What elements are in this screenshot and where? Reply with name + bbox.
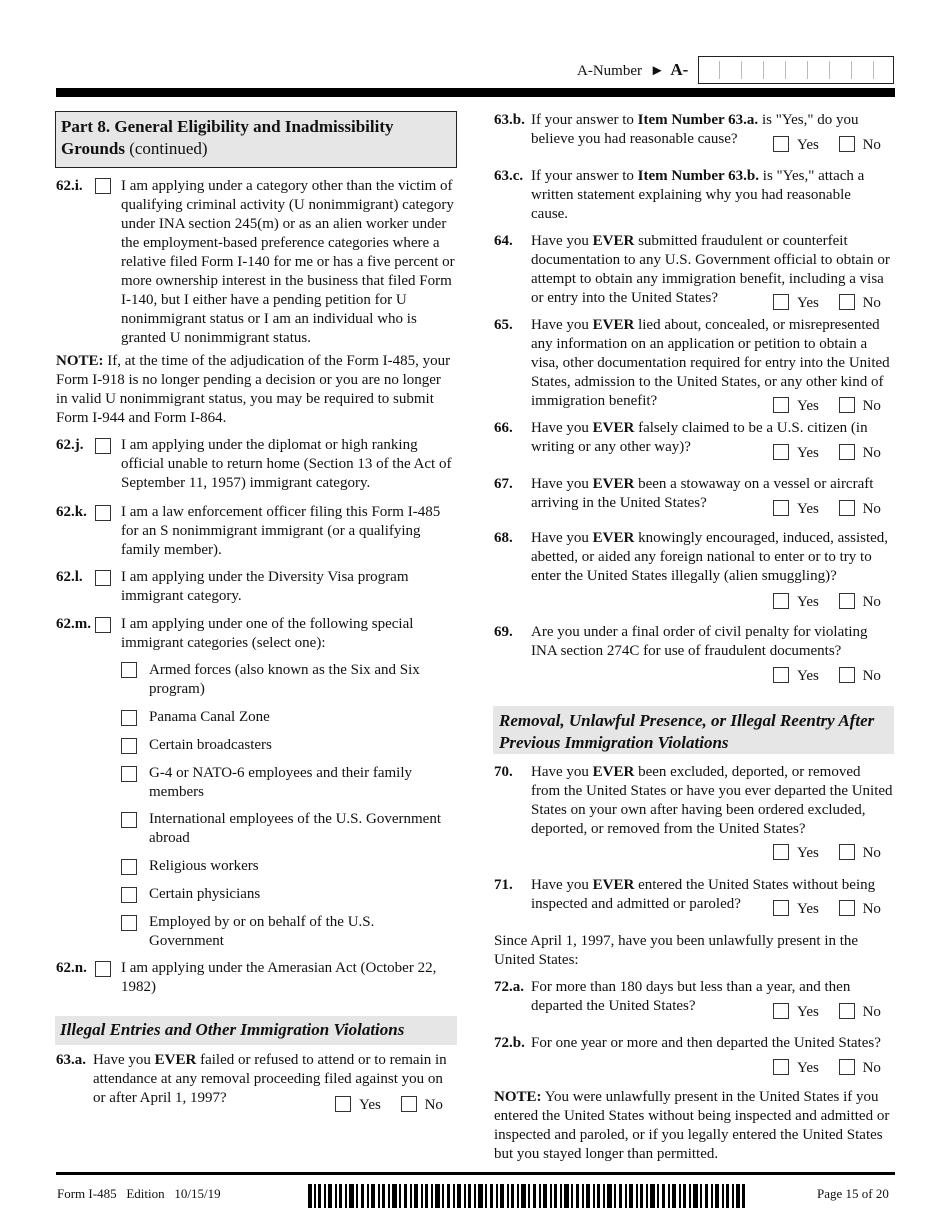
q72b-number: 72.b. — [494, 1035, 525, 1051]
q66-no-checkbox[interactable] — [839, 444, 855, 460]
q62m-checkbox[interactable] — [95, 617, 111, 633]
q69-yes-no: Yes No — [773, 667, 881, 686]
part-heading: Part 8. General Eligibility and Inadmissibility Grounds (continued) — [55, 111, 457, 168]
q62n-text: I am applying under the Amerasian Act (October 22, 1982) — [121, 960, 437, 995]
q69-number: 69. — [494, 624, 513, 640]
anumber-input[interactable] — [698, 56, 894, 84]
q72b-yes-checkbox[interactable] — [773, 1059, 789, 1075]
q62j-text: I am applying under the diplomat or high ranking official unable to return home (Section 13 of the Act of September 11, 1957) immigrant category. — [121, 437, 452, 491]
option-religious: Religious workers — [149, 858, 259, 874]
q63c-text: If your answer to Item Number 63.b. is "Yes," attach a written statement explaining why you had reasonable cause. — [531, 168, 865, 222]
q62j-checkbox[interactable] — [95, 438, 111, 454]
note-u-status: NOTE: If, at the time of the adjudication of the Form I-485, your Form I-918 is no longer pending a decision or you are no longer in valid U nonimmigrant status, you may be required to submit Form I-944 and Form I-864. — [56, 353, 451, 426]
option-panama-checkbox[interactable] — [121, 710, 137, 726]
q62k-number: 62.k. — [56, 504, 87, 520]
q63b-number: 63.b. — [494, 112, 525, 128]
q67-yes-no: Yes No — [773, 500, 881, 519]
option-broadcasters: Certain broadcasters — [149, 737, 272, 753]
q70-text: Have you EVER been excluded, deported, or removed from the United States or have you ever departed the United States on your own after having been ordered excluded, deported, or removed from the United States? — [531, 764, 893, 837]
q68-yes-checkbox[interactable] — [773, 593, 789, 609]
q66-text: Have you EVER falsely claimed to be a U.S. citizen (in writing or any other way)? — [531, 420, 868, 455]
section-removal: Removal, Unlawful Presence, or Illegal Reentry After Previous Immigration Violations — [493, 706, 894, 754]
q71-text: Have you EVER entered the United States without being inspected and admitted or paroled? — [531, 877, 876, 912]
q62n-checkbox[interactable] — [95, 961, 111, 977]
q72b-yes-no: Yes No — [773, 1059, 881, 1078]
q64-yes-no: Yes No — [773, 294, 881, 313]
q63a-no-checkbox[interactable] — [401, 1096, 417, 1112]
q62n-number: 62.n. — [56, 960, 87, 976]
q65-yes-no: Yes No — [773, 397, 881, 416]
option-usgov: Employed by or on behalf of the U.S. Government — [149, 914, 375, 949]
q70-number: 70. — [494, 764, 513, 780]
q68-number: 68. — [494, 530, 513, 546]
q69-no-checkbox[interactable] — [839, 667, 855, 683]
q62k-checkbox[interactable] — [95, 505, 111, 521]
option-intl-employees: International employees of the U.S. Government abroad — [149, 811, 442, 846]
q63b-yes-checkbox[interactable] — [773, 136, 789, 152]
q62k-text: I am a law enforcement officer filing this Form I-485 for an S nonimmigrant immigrant (or a qualifying family member). — [121, 504, 441, 558]
q63b-no-checkbox[interactable] — [839, 136, 855, 152]
q69-yes-checkbox[interactable] — [773, 667, 789, 683]
q72a-text: For more than 180 days but less than a year, and then departed the United States? — [531, 979, 851, 1014]
footer-form-edition: Form I-485 Edition 10/15/19 — [57, 1186, 221, 1201]
q72a-number: 72.a. — [494, 979, 524, 995]
q64-text: Have you EVER submitted fraudulent or counterfeit documentation to any U.S. Government official to obtain or attempt to obtain any immigration benefit, including a visa or entry into the United States? — [531, 233, 890, 306]
q64-yes-checkbox[interactable] — [773, 294, 789, 310]
q62i-text: I am applying under a category other than the victim of qualifying criminal activity (U nonimmigrant) category under INA section 245(m) or as an alien worker under the employment-based preference categories where a relative filed Form I-140 for me or has a five percent or more ownership interest in the business that filed Form I-140, but I either have a pending petition for U nonimmigrant status or I am an individual who is granted U nonimmigrant status. — [121, 178, 455, 346]
q65-no-checkbox[interactable] — [839, 397, 855, 413]
arrow-right-icon: ► — [649, 63, 665, 79]
option-usgov-checkbox[interactable] — [121, 915, 137, 931]
q62m-number: 62.m. — [56, 616, 91, 632]
anumber-label: A-Number ► A- — [577, 60, 689, 79]
q72a-yes-no: Yes No — [773, 1003, 881, 1022]
q64-number: 64. — [494, 233, 513, 249]
unlawful-presence-intro: Since April 1, 1997, have you been unlawfully present in the United States: — [494, 933, 859, 968]
q66-yes-no: Yes No — [773, 444, 881, 463]
option-panama: Panama Canal Zone — [149, 709, 270, 725]
q62m-text: I am applying under one of the following special immigrant categories (select one): — [121, 616, 414, 651]
q71-no-checkbox[interactable] — [839, 900, 855, 916]
q71-yes-checkbox[interactable] — [773, 900, 789, 916]
footer-page-number: Page 15 of 20 — [817, 1186, 889, 1201]
q68-yes-no: Yes No — [773, 593, 881, 612]
q67-number: 67. — [494, 476, 513, 492]
option-g4-nato: G-4 or NATO-6 employees and their family members — [149, 765, 412, 800]
q62l-checkbox[interactable] — [95, 570, 111, 586]
q62l-text: I am applying under the Diversity Visa program immigrant category. — [121, 569, 409, 604]
q63a-text: Have you EVER failed or refused to attend or to remain in attendance at any removal proceeding filed against you on or after April 1, 1997? — [93, 1052, 447, 1106]
q66-number: 66. — [494, 420, 513, 436]
q65-yes-checkbox[interactable] — [773, 397, 789, 413]
q62i-number: 62.i. — [56, 178, 83, 194]
q63a-yes-checkbox[interactable] — [335, 1096, 351, 1112]
q63a-yes-no — [335, 1096, 443, 1115]
q62l-number: 62.l. — [56, 569, 83, 585]
q65-text: Have you EVER lied about, concealed, or misrepresented any information on an application or petition to obtain a visa, other documentation required for entry into the United States, admission to the United States, or any other kind of immigration benefit? — [531, 317, 890, 409]
q70-no-checkbox[interactable] — [839, 844, 855, 860]
option-armed-forces-checkbox[interactable] — [121, 662, 137, 678]
q62j-number: 62.j. — [56, 437, 84, 453]
barcode-icon — [308, 1184, 745, 1208]
option-religious-checkbox[interactable] — [121, 859, 137, 875]
q67-no-checkbox[interactable] — [839, 500, 855, 516]
q68-text: Have you EVER knowingly encouraged, induced, assisted, abetted, or aided any foreign national to enter or to try to enter the United States illegally (alien smuggling)? — [531, 530, 889, 584]
header-rule — [56, 88, 895, 97]
option-g4-nato-checkbox[interactable] — [121, 766, 137, 782]
q68-no-checkbox[interactable] — [839, 593, 855, 609]
q71-yes-no: Yes No — [773, 900, 881, 919]
q70-yes-checkbox[interactable] — [773, 844, 789, 860]
q62i-checkbox[interactable] — [95, 178, 111, 194]
q71-number: 71. — [494, 877, 513, 893]
no-label: No — [424, 1097, 443, 1113]
anumber-prefix: A- — [670, 60, 689, 79]
q70-yes-no: Yes No — [773, 844, 881, 863]
q72b-text: For one year or more and then departed the United States? — [531, 1035, 881, 1051]
q72b-no-checkbox[interactable] — [839, 1059, 855, 1075]
footer-rule — [56, 1172, 895, 1175]
q67-yes-checkbox[interactable] — [773, 500, 789, 516]
q72a-no-checkbox[interactable] — [839, 1003, 855, 1019]
q63b-text: If your answer to Item Number 63.a. is "Yes," do you believe you had reasonable cause? — [531, 112, 859, 147]
option-physicians: Certain physicians — [149, 886, 261, 902]
q63a-number: 63.a. — [56, 1052, 86, 1068]
q72a-yes-checkbox[interactable] — [773, 1003, 789, 1019]
option-physicians-checkbox[interactable] — [121, 887, 137, 903]
section-illegal-entries: Illegal Entries and Other Immigration Violations — [55, 1016, 457, 1045]
note-unlawful-presence: NOTE: You were unlawfully present in the United States if you entered the United States without being inspected and admitted or inspected and paroled, or if you legally entered the United States but you stayed longer than permitted. — [494, 1089, 890, 1162]
yes-label: Yes — [359, 1097, 381, 1113]
q67-text: Have you EVER been a stowaway on a vessel or aircraft arriving in the United States? — [531, 476, 874, 511]
option-armed-forces: Armed forces (also known as the Six and Six program) — [149, 662, 420, 697]
q69-text: Are you under a final order of civil penalty for violating INA section 274C for use of fraudulent documents? — [531, 624, 868, 659]
option-intl-employees-checkbox[interactable] — [121, 812, 137, 828]
option-broadcasters-checkbox[interactable] — [121, 738, 137, 754]
q65-number: 65. — [494, 317, 513, 333]
q63c-number: 63.c. — [494, 168, 524, 184]
q63b-yes-no: Yes No — [773, 136, 881, 155]
q66-yes-checkbox[interactable] — [773, 444, 789, 460]
q64-no-checkbox[interactable] — [839, 294, 855, 310]
